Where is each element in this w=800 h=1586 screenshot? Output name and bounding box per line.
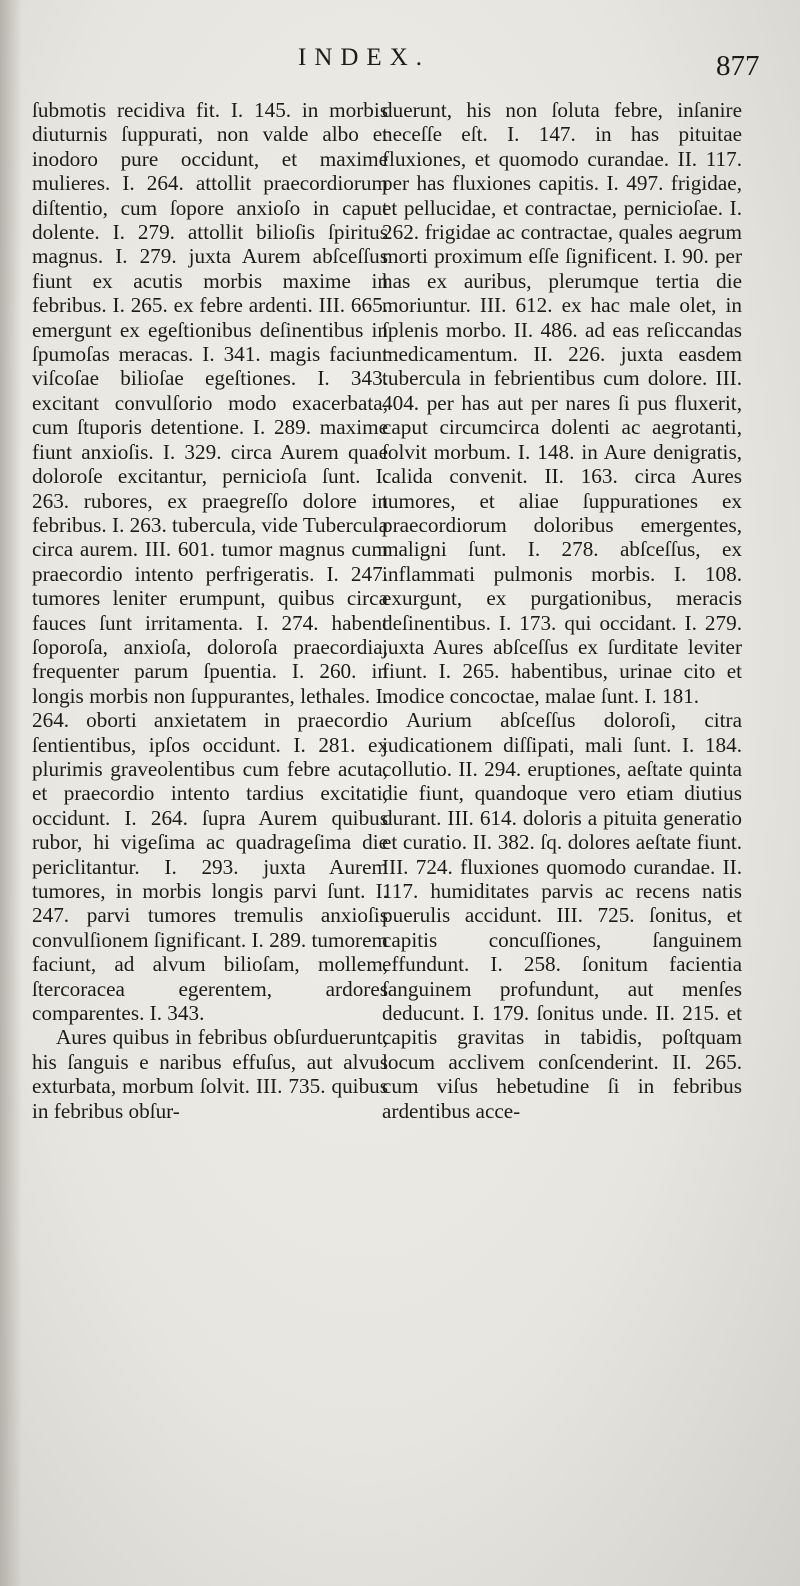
page-gutter-shadow	[0, 0, 22, 1586]
page-number: 877	[716, 50, 760, 82]
index-entry-paragraph: ſubmotis recidiva fit. I. 145. in morbis diuturnis ſuppurati, non valde albo et inodoro pure occidunt, et maxime mulieres. I. 264. attollit praecordiorum diſtentio, cum ſopore anxioſo in caput dolente. I. 279. attollit bilioſis ſpiritus magnus. I. 279. juxta Aurem abſceſſus fiunt ex acutis morbis maxime in febribus. I. 265. ex febre ardenti. III. 665. emergunt ex egeſtionibus deſinentibus in ſpumoſas meracas. I. 341. magis faciunt viſcoſae bilioſae egeſtiones. I. 343. excitant convulſorio modo exacerbata, cum ſtuporis detentione. I. 289. maxime fiunt anxioſis. I. 329. circa Aurem quae doloroſe excitantur, pernicioſa ſunt. I. 263. rubores, ex praegreſſo dolore in febribus. I. 263. tubercula, vide Tubercula circa aurem. III. 601. tumor magnus cum praecordio intento perfrigeratis. I. 247. tumores leniter erumpunt, quibus circa fauces ſunt irritamenta. I. 274. habent ſoporoſa, anxioſa, doloroſa praecordia, frequenter parum ſpuentia. I. 260. in longis morbis non ſuppurantes, lethales. I. 264. oborti anxietatem in praecordio ſentientibus, ipſos occidunt. I. 281. ex plurimis graveolentibus cum febre acuta, et praecordio intento tardius excitati, occidunt. I. 264. ſupra Aurem quibus rubor, hi vigeſima ac quadrageſima die periclitantur. I. 293. juxta Aurem tumores, in morbis longis parvi ſunt. I. 247. parvi tumores tremulis anxioſis convulſionem ſignificant. I. 289. tumorem faciunt, ad alvum bilioſam, mollem, ſtercoracea egerentem, ardores comparentes. I. 343.	[32, 98, 388, 1026]
running-header: INDEX.	[298, 44, 431, 71]
index-entry-paragraph: Aures quibus in febribus obſurduerunt, his ſanguis e naribus effuſus, aut alvus exturbata, morbum ſolvit. III. 735. quibus in febribus obſur-	[32, 1025, 388, 1123]
right-column	[382, 98, 742, 1123]
index-entry-paragraph: Aurium abſceſſus doloroſi, citra judicationem diſſipati, mali ſunt. I. 184. collutio. II. 294. eruptiones, aeſtate quinta die fiunt, quandoque vero etiam diutius durant. III. 614. doloris a pituita generatio et curatio. II. 382. ſq. dolores aeſtate fiunt. III. 724. fluxiones quomodo curandae. II. 117. humiditates parvis ac recens natis puerulis accidunt. III. 725. ſonitus, et capitis concuſſiones, ſanguinem effundunt. I. 258. ſonitum facientia ſanguinem profundunt, aut menſes deducunt. I. 179. ſonitus unde. II. 215. et capitis gravitas in tabidis, poſtquam locum acclivem conſcenderint. II. 265. cum viſus hebetudine ſi in febribus ardentibus acce-	[382, 708, 742, 1123]
left-column	[32, 98, 388, 1123]
index-entry-paragraph: duerunt, his non ſoluta febre, inſanire neceſſe eſt. I. 147. in has pituitae fluxiones, et quomodo curandae. II. 117. per has fluxiones capitis. I. 497. frigidae, et pellucidae, et contractae, pernicioſae. I. 262. frigidae ac contractae, quales aegrum morti proximum eſſe ſignificent. I. 90. per has ex auribus, plerumque tertia die moriuntur. III. 612. ex hac male olet, in ſplenis morbo. II. 486. ad eas reſiccandas medicamentum. II. 226. juxta easdem tubercula in febrientibus cum dolore. III. 404. per has aut per nares ſi pus fluxerit, caput circumcirca dolenti ac aegrotanti, ſolvit morbum. I. 148. in Aure denigratis, calida convenit. II. 163. circa Aures tumores, et aliae ſuppurationes ex praecordiorum doloribus emergentes, maligni ſunt. I. 278. abſceſſus, ex inflammati pulmonis morbis. I. 108. exurgunt, ex purgationibus, meracis deſinentibus. I. 173. qui occidant. I. 279. juxta Aures abſceſſus ex ſurditate leviter fiunt. I. 265. habentibus, urinae cito et modice concoctae, malae ſunt. I. 181.	[382, 98, 742, 708]
